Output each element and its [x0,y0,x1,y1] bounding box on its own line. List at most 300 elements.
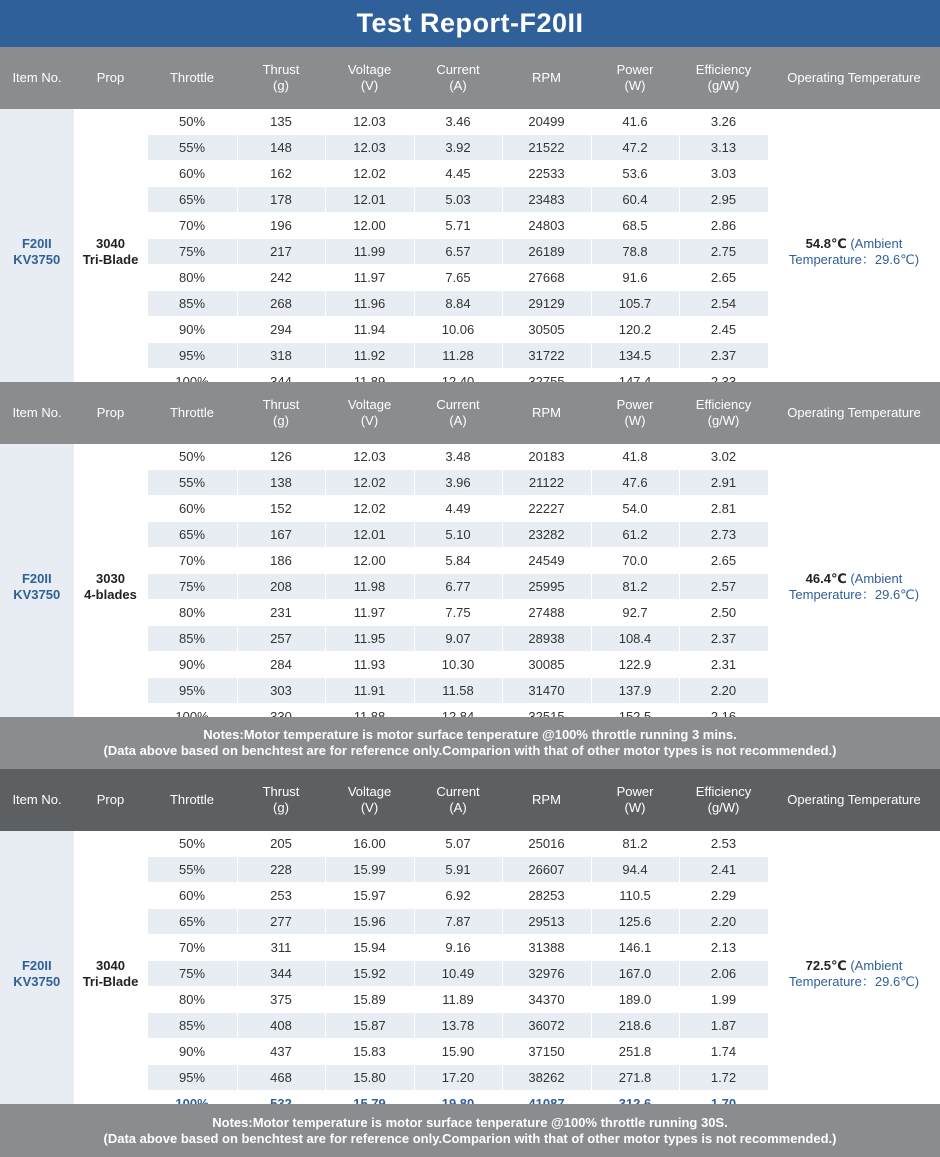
column-header-text: Thrust [262,62,300,77]
data-cell: 26189 [502,239,591,265]
column-header-text: Current [436,397,480,412]
column-header-text: (V) [360,413,379,428]
data-cell: 218.6 [591,1013,679,1039]
data-cell: 10.06 [414,317,502,343]
data-cell: 12.03 [325,135,414,161]
data-cell: 3.03 [679,161,768,187]
data-cell: 29129 [502,291,591,317]
column-header-text: (g/W) [707,800,740,815]
data-cell: 6.92 [414,883,502,909]
data-cell: 37150 [502,1039,591,1065]
prop-name-text: 4-blades [84,586,137,602]
data-cell: 10.49 [414,961,502,987]
data-cell: 205 [237,831,325,857]
column-header-text: (A) [449,78,467,93]
item-number [0,444,74,730]
data-cell: 55% [147,857,237,883]
data-cell: 90% [147,652,237,678]
data-cell: 31722 [502,343,591,369]
data-cell: 284 [237,652,325,678]
column-header [768,382,940,444]
data-cell: 2.41 [679,857,768,883]
data-cell: 60% [147,883,237,909]
data-cell: 5.07 [414,831,502,857]
ambient-temperature: Temperature：29.6℃) [788,973,920,989]
ambient-label: (Ambient [846,957,903,973]
data-cell: 2.95 [679,187,768,213]
column-header [502,47,591,109]
data-cell: 78.8 [591,239,679,265]
data-cell: 148 [237,135,325,161]
column-header [74,769,147,831]
column-header [325,769,414,831]
column-header-text: Current [436,784,480,799]
data-cell: 80% [147,265,237,291]
column-header [74,47,147,109]
column-header [414,382,502,444]
data-cell: 344 [237,961,325,987]
data-cell: 1.87 [679,1013,768,1039]
data-cell: 2.65 [679,265,768,291]
data-cell: 2.29 [679,883,768,909]
data-cell: 2.13 [679,935,768,961]
data-cell: 12.01 [325,187,414,213]
data-cell: 257 [237,626,325,652]
data-cell: 12.00 [325,213,414,239]
data-cell: 21522 [502,135,591,161]
data-cell: 15.99 [325,857,414,883]
column-header-text: (g) [273,413,289,428]
column-header-text: Power [616,62,654,77]
notes-disclaimer: (Data above based on benchtest are for reference only.Comparion with that of other motor types is not recommended.) [103,743,837,758]
data-cell: 27668 [502,265,591,291]
data-cell: 311 [237,935,325,961]
column-header-text: Voltage [347,62,392,77]
data-cell: 251.8 [591,1039,679,1065]
data-cell: 11.98 [325,574,414,600]
data-cell: 167.0 [591,961,679,987]
column-header-text: Thrust [262,397,300,412]
column-header [502,769,591,831]
test-table-1 [0,47,940,395]
data-cell: 217 [237,239,325,265]
data-cell: 38262 [502,1065,591,1091]
data-cell: 15.89 [325,987,414,1013]
data-cell: 7.75 [414,600,502,626]
column-header [768,47,940,109]
data-cell: 146.1 [591,935,679,961]
notes-line: Notes:Motor temperature is motor surface tenperature @100% throttle running 3 mins. [203,727,737,742]
data-cell: 11.58 [414,678,502,704]
data-cell: 30085 [502,652,591,678]
data-cell: 70% [147,548,237,574]
data-cell: 4.49 [414,496,502,522]
data-cell: 85% [147,291,237,317]
data-cell: 3.92 [414,135,502,161]
data-cell: 41.6 [591,109,679,135]
data-cell: 2.31 [679,652,768,678]
data-cell: 2.53 [679,831,768,857]
data-cell: 5.91 [414,857,502,883]
data-cell: 1.99 [679,987,768,1013]
data-cell: 28253 [502,883,591,909]
item-number [0,109,74,395]
column-header [679,382,768,444]
data-cell: 7.87 [414,909,502,935]
data-cell: 3.26 [679,109,768,135]
data-cell: 85% [147,626,237,652]
data-cell: 15.92 [325,961,414,987]
data-cell: 2.37 [679,343,768,369]
data-cell: 137.9 [591,678,679,704]
data-cell: 90% [147,1039,237,1065]
operating-temperature [768,444,940,730]
column-header-text: Item No. [12,405,62,420]
data-cell: 6.57 [414,239,502,265]
notes-disclaimer: (Data above based on benchtest are for reference only.Comparion with that of other motor types is not recommended.) [103,1130,837,1146]
data-cell: 16.00 [325,831,414,857]
notes-banner [0,717,940,769]
data-cell: 60% [147,496,237,522]
data-cell: 30505 [502,317,591,343]
data-cell: 110.5 [591,883,679,909]
table-row [0,831,940,857]
data-cell: 34370 [502,987,591,1013]
data-cell: 15.90 [414,1039,502,1065]
data-cell: 55% [147,470,237,496]
temperature-line [769,571,940,587]
data-cell: 231 [237,600,325,626]
data-cell: 5.71 [414,213,502,239]
column-header-text: (W) [624,78,646,93]
column-header-text: Voltage [347,397,392,412]
operating-temperature [768,831,940,1117]
data-cell: 242 [237,265,325,291]
ambient-temperature: Temperature：29.6℃) [788,586,920,602]
data-cell: 31388 [502,935,591,961]
data-cell: 108.4 [591,626,679,652]
data-cell: 28938 [502,626,591,652]
data-cell: 61.2 [591,522,679,548]
column-header-text: Throttle [169,405,215,420]
column-header [74,382,147,444]
data-cell: 228 [237,857,325,883]
data-cell: 21122 [502,470,591,496]
column-header [237,382,325,444]
temperature-value: 46.4℃ [805,570,847,586]
data-cell: 2.57 [679,574,768,600]
data-cell: 25995 [502,574,591,600]
column-header [768,769,940,831]
column-header [502,382,591,444]
column-header [237,769,325,831]
data-cell: 2.45 [679,317,768,343]
column-header-text: (g/W) [707,413,740,428]
column-header-text: Operating Temperature [787,792,921,807]
data-cell: 2.54 [679,291,768,317]
prop-name [74,831,147,1117]
data-cell: 253 [237,883,325,909]
data-cell: 53.6 [591,161,679,187]
data-cell: 122.9 [591,652,679,678]
data-cell: 68.5 [591,213,679,239]
data-cell: 75% [147,239,237,265]
column-header-text: (A) [449,800,467,815]
column-header [414,769,502,831]
column-header-text: (V) [360,800,379,815]
data-cell: 3.46 [414,109,502,135]
data-cell: 81.2 [591,831,679,857]
data-cell: 23282 [502,522,591,548]
data-cell: 47.2 [591,135,679,161]
data-cell: 12.03 [325,109,414,135]
data-cell: 2.20 [679,678,768,704]
column-header-text: Thrust [262,784,300,799]
data-cell: 31470 [502,678,591,704]
data-cell: 12.01 [325,522,414,548]
data-cell: 3.48 [414,444,502,470]
ambient-temperature: Temperature：29.6℃) [788,251,920,267]
column-header-text: Throttle [169,792,215,807]
data-cell: 60.4 [591,187,679,213]
prop-name-text: 3030 [96,570,125,586]
data-cell: 2.65 [679,548,768,574]
column-header-text: Efficiency [695,62,752,77]
data-cell: 8.84 [414,291,502,317]
data-cell: 36072 [502,1013,591,1039]
column-header-text: Power [616,397,654,412]
temperature-line [769,236,940,252]
data-cell: 152 [237,496,325,522]
data-cell: 11.91 [325,678,414,704]
data-cell: 437 [237,1039,325,1065]
data-cell: 41.8 [591,444,679,470]
data-cell: 7.65 [414,265,502,291]
data-cell: 125.6 [591,909,679,935]
data-cell: 11.97 [325,600,414,626]
data-cell: 65% [147,909,237,935]
column-header [237,47,325,109]
temperature-value: 72.5℃ [805,957,847,973]
column-header [591,47,679,109]
data-cell: 10.30 [414,652,502,678]
data-cell: 65% [147,187,237,213]
column-header-text: (g/W) [707,78,740,93]
table-header-row [0,47,940,109]
data-cell: 55% [147,135,237,161]
data-cell: 12.02 [325,161,414,187]
column-header [325,47,414,109]
report-title: Test Report-F20II [0,0,940,47]
prop-name-text: Tri-Blade [82,973,139,989]
data-cell: 17.20 [414,1065,502,1091]
column-header [679,47,768,109]
data-cell: 208 [237,574,325,600]
prop-name [74,444,147,730]
data-cell: 2.86 [679,213,768,239]
column-header-text: Operating Temperature [787,405,921,420]
data-cell: 23483 [502,187,591,213]
data-cell: 6.77 [414,574,502,600]
data-cell: 189.0 [591,987,679,1013]
data-cell: 277 [237,909,325,935]
data-cell: 11.96 [325,291,414,317]
column-header [0,47,74,109]
test-table-3 [0,769,940,1117]
data-cell: 70% [147,213,237,239]
data-cell: 5.10 [414,522,502,548]
column-header [591,382,679,444]
data-cell: 91.6 [591,265,679,291]
data-cell: 11.89 [414,987,502,1013]
data-cell: 92.7 [591,600,679,626]
data-cell: 162 [237,161,325,187]
data-cell: 4.45 [414,161,502,187]
data-cell: 2.50 [679,600,768,626]
data-cell: 13.78 [414,1013,502,1039]
data-cell: 2.81 [679,496,768,522]
column-header [325,382,414,444]
data-cell: 2.06 [679,961,768,987]
data-cell: 12.03 [325,444,414,470]
column-header-text: Current [436,62,480,77]
item-number-text: F20II [21,957,52,973]
data-cell: 47.6 [591,470,679,496]
data-cell: 268 [237,291,325,317]
column-header [147,47,237,109]
column-header-text: (g) [273,78,289,93]
notes-banner [0,1104,940,1157]
table-row [0,444,940,470]
operating-temperature [768,109,940,395]
column-header-text: Prop [96,70,125,85]
data-cell: 3.96 [414,470,502,496]
data-cell: 11.93 [325,652,414,678]
prop-name-text: 3040 [96,957,125,973]
column-header [0,382,74,444]
data-cell: 11.99 [325,239,414,265]
data-cell: 1.72 [679,1065,768,1091]
prop-name-text: Tri-Blade [82,251,139,267]
prop-name-text: 3040 [96,235,125,251]
data-cell: 138 [237,470,325,496]
data-cell: 134.5 [591,343,679,369]
column-header-text: RPM [532,405,561,420]
data-cell: 3.02 [679,444,768,470]
data-cell: 50% [147,831,237,857]
column-header-text: Prop [96,405,125,420]
data-cell: 167 [237,522,325,548]
column-header-text: Throttle [169,70,215,85]
data-cell: 5.03 [414,187,502,213]
data-cell: 196 [237,213,325,239]
data-cell: 11.97 [325,265,414,291]
data-cell: 9.07 [414,626,502,652]
data-cell: 15.96 [325,909,414,935]
data-cell: 65% [147,522,237,548]
data-cell: 90% [147,317,237,343]
data-cell: 85% [147,1013,237,1039]
data-cell: 50% [147,109,237,135]
data-cell: 2.75 [679,239,768,265]
column-header-text: Item No. [12,70,62,85]
column-header-text: (A) [449,413,467,428]
data-cell: 3.13 [679,135,768,161]
data-cell: 105.7 [591,291,679,317]
data-cell: 80% [147,600,237,626]
data-cell: 11.92 [325,343,414,369]
data-cell: 32976 [502,961,591,987]
data-cell: 12.00 [325,548,414,574]
column-header-text: RPM [532,792,561,807]
data-cell: 20183 [502,444,591,470]
temperature-line [769,958,940,974]
data-cell: 178 [237,187,325,213]
data-cell: 408 [237,1013,325,1039]
table-header-row [0,769,940,831]
ambient-label: (Ambient [846,235,903,251]
item-number-text: KV3750 [13,251,61,267]
column-header [147,382,237,444]
data-cell: 135 [237,109,325,135]
data-cell: 2.73 [679,522,768,548]
data-cell: 70.0 [591,548,679,574]
data-cell: 5.84 [414,548,502,574]
data-cell: 70% [147,935,237,961]
temperature-value: 54.8℃ [805,235,847,251]
table-row [0,109,940,135]
item-number [0,831,74,1117]
item-number-text: KV3750 [13,973,61,989]
ambient-label: (Ambient [846,570,903,586]
data-cell: 375 [237,987,325,1013]
column-header-text: Efficiency [695,397,752,412]
column-header-text: Prop [96,792,125,807]
column-header-text: (V) [360,78,379,93]
column-header [0,769,74,831]
column-header-text: Efficiency [695,784,752,799]
data-cell: 294 [237,317,325,343]
data-cell: 1.74 [679,1039,768,1065]
data-cell: 468 [237,1065,325,1091]
data-cell: 81.2 [591,574,679,600]
data-cell: 12.02 [325,470,414,496]
data-cell: 11.95 [325,626,414,652]
data-cell: 318 [237,343,325,369]
data-cell: 11.28 [414,343,502,369]
data-cell: 2.20 [679,909,768,935]
test-table-2 [0,382,940,730]
data-cell: 15.97 [325,883,414,909]
data-cell: 12.02 [325,496,414,522]
item-number-text: KV3750 [13,586,61,602]
data-cell: 25016 [502,831,591,857]
data-cell: 303 [237,678,325,704]
data-cell: 50% [147,444,237,470]
data-cell: 95% [147,678,237,704]
data-cell: 11.94 [325,317,414,343]
data-cell: 75% [147,961,237,987]
data-cell: 15.94 [325,935,414,961]
column-header-text: Operating Temperature [787,70,921,85]
data-cell: 95% [147,1065,237,1091]
column-header-text: (W) [624,800,646,815]
data-cell: 120.2 [591,317,679,343]
data-cell: 94.4 [591,857,679,883]
data-cell: 54.0 [591,496,679,522]
data-cell: 80% [147,987,237,1013]
data-cell: 75% [147,574,237,600]
